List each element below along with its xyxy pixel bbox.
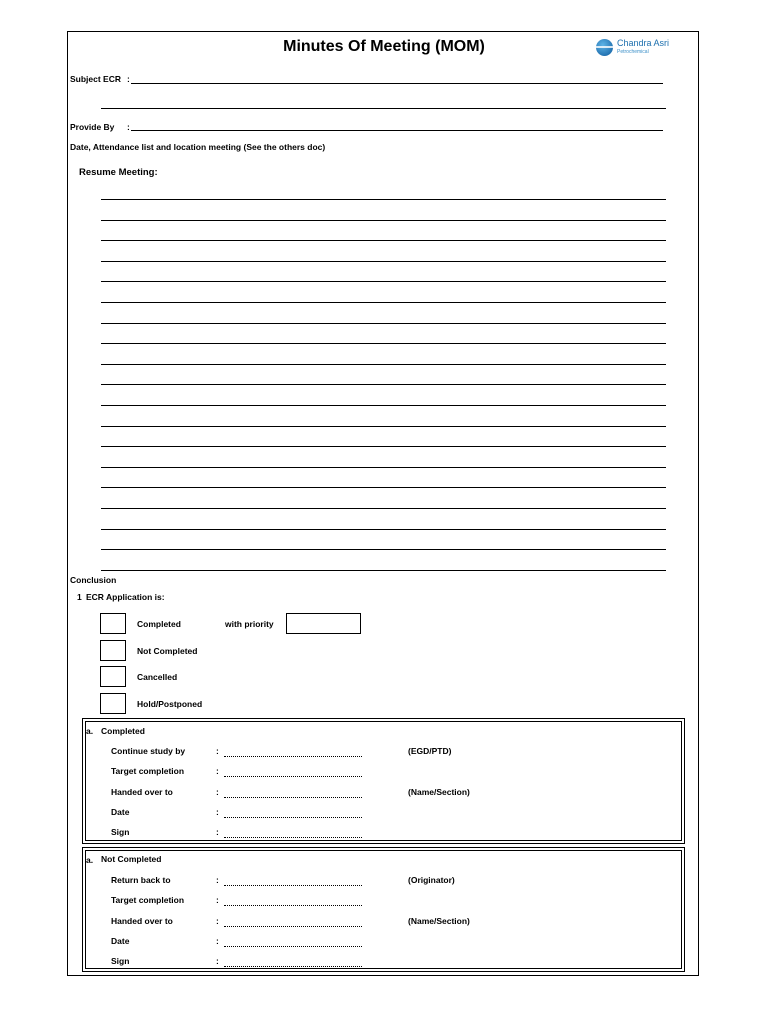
field-label: Date — [111, 806, 130, 817]
resume-line[interactable] — [101, 220, 666, 221]
resume-line[interactable] — [101, 323, 666, 324]
option-cancelled: Cancelled — [137, 672, 178, 682]
resume-line[interactable] — [101, 261, 666, 262]
field-colon: : — [216, 915, 219, 926]
company-logo — [596, 38, 672, 58]
field-input-line[interactable] — [224, 817, 362, 818]
field-colon: : — [216, 827, 219, 838]
field-colon: : — [216, 766, 219, 777]
field-input-line[interactable] — [224, 926, 362, 927]
conclusion-item-number: 1 — [77, 592, 82, 602]
resume-line[interactable] — [101, 302, 666, 303]
field-label: Handed over to — [111, 786, 173, 797]
field-note: (Name/Section) — [408, 915, 470, 926]
field-colon: : — [216, 935, 219, 946]
resume-line[interactable] — [101, 549, 666, 550]
provide-label: Provide By — [70, 122, 115, 132]
field-label: Sign — [111, 827, 130, 838]
subject-colon: : — [127, 74, 130, 84]
field-input-line[interactable] — [224, 756, 362, 757]
subject-line-2[interactable] — [101, 108, 666, 109]
date-attendance-note: Date, Attendance list and location meeting (See the others doc) — [70, 142, 326, 152]
field-input-line[interactable] — [224, 966, 362, 967]
field-label: Target completion — [111, 895, 185, 906]
field-input-line[interactable] — [224, 797, 362, 798]
logo-name: Chandra Asri — [617, 38, 670, 48]
field-label: Handed over to — [111, 915, 173, 926]
provide-colon: : — [127, 122, 130, 132]
option-not-completed: Not Completed — [137, 646, 198, 656]
field-colon: : — [216, 956, 219, 967]
not-completed-section — [82, 847, 685, 972]
field-input-line[interactable] — [224, 837, 362, 838]
option-hold-postponed: Hold/Postponed — [137, 699, 203, 709]
resume-line[interactable] — [101, 508, 666, 509]
resume-line[interactable] — [101, 343, 666, 344]
field-colon: : — [216, 786, 219, 797]
field-input-line[interactable] — [224, 776, 362, 777]
field-label: Return back to — [111, 875, 171, 885]
resume-line[interactable] — [101, 281, 666, 282]
completed-section-heading: Completed — [101, 726, 145, 736]
field-note: (EGD/PTD) — [408, 746, 452, 756]
resume-line[interactable] — [101, 384, 666, 385]
resume-line[interactable] — [101, 487, 666, 488]
resume-line[interactable] — [101, 364, 666, 365]
resume-line[interactable] — [101, 467, 666, 468]
completed-section — [82, 718, 685, 844]
field-colon: : — [216, 746, 219, 756]
field-colon: : — [216, 895, 219, 906]
resume-line[interactable] — [101, 529, 666, 530]
subject-label: Subject ECR — [70, 74, 122, 84]
resume-line[interactable] — [101, 426, 666, 427]
resume-line[interactable] — [101, 405, 666, 406]
field-note: (Name/Section) — [408, 786, 470, 797]
field-note: (Originator) — [408, 875, 455, 885]
field-input-line[interactable] — [224, 946, 362, 947]
resume-line[interactable] — [101, 199, 666, 200]
completed-checkbox[interactable] — [100, 613, 126, 634]
resume-line[interactable] — [101, 570, 666, 571]
not-completed-section-letter: a. — [86, 855, 94, 865]
field-label: Sign — [111, 956, 130, 967]
globe-icon — [596, 39, 613, 56]
field-colon: : — [216, 806, 219, 817]
logo-subtitle: Petrochemical — [617, 49, 649, 55]
field-label: Continue study by — [111, 746, 186, 756]
hold-postponed-checkbox[interactable] — [100, 693, 126, 714]
field-label: Date — [111, 935, 130, 946]
priority-input[interactable] — [286, 613, 361, 634]
field-input-line[interactable] — [224, 885, 362, 886]
subject-line-1[interactable] — [131, 83, 663, 84]
resume-line[interactable] — [101, 446, 666, 447]
page-title: Minutes Of Meeting (MOM) — [283, 38, 485, 55]
priority-label: with priority — [225, 619, 274, 629]
field-label: Target completion — [111, 766, 185, 777]
completed-section-letter: a. — [86, 726, 94, 736]
resume-line[interactable] — [101, 240, 666, 241]
not-completed-section-heading: Not Completed — [101, 854, 162, 864]
conclusion-item-text: ECR Application is: — [86, 592, 165, 602]
conclusion-label: Conclusion — [70, 575, 117, 585]
option-completed: Completed — [137, 619, 181, 629]
cancelled-checkbox[interactable] — [100, 666, 126, 687]
resume-label: Resume Meeting: — [79, 167, 158, 178]
field-colon: : — [216, 875, 219, 885]
provide-line[interactable] — [131, 130, 663, 131]
not-completed-checkbox[interactable] — [100, 640, 126, 661]
field-input-line[interactable] — [224, 905, 362, 906]
